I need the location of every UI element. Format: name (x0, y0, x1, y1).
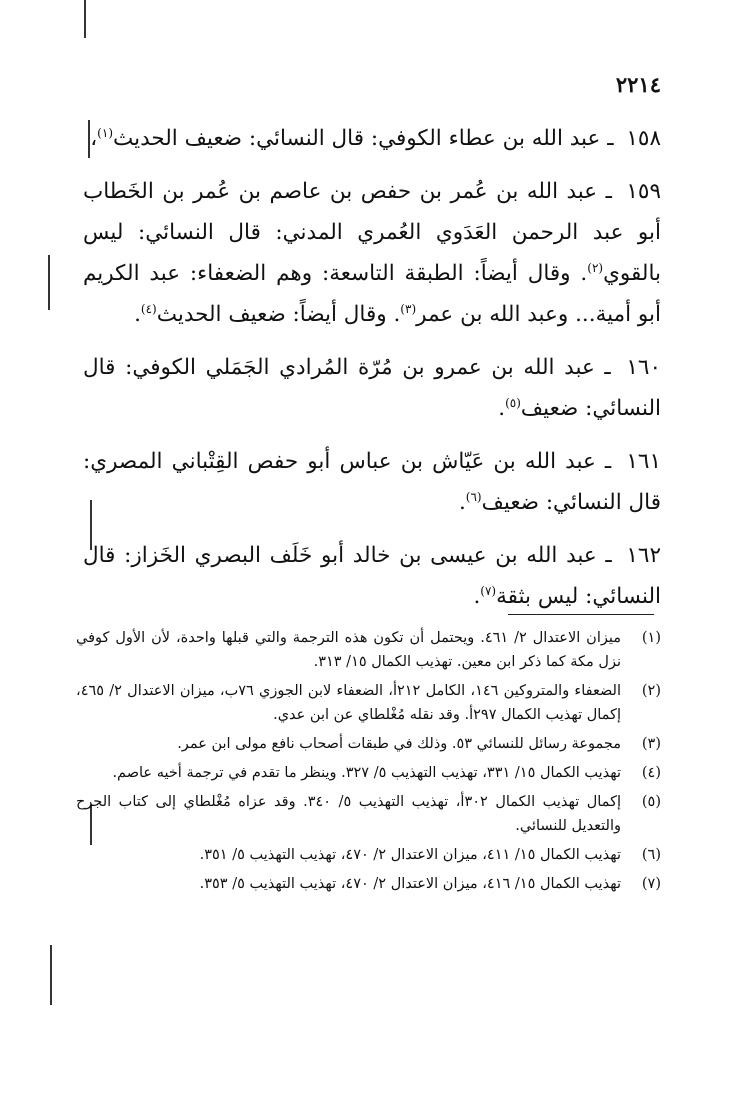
footnote-number: (٥) (641, 794, 661, 810)
footnote-ref[interactable]: (٢) (587, 260, 604, 275)
entry-tail: ، (90, 126, 98, 151)
footnote-text: مجموعة رسائل للنسائي ٥٣. وذلك في طبقات أصحاب نافع مولى ابن عمر. (177, 736, 621, 752)
footnote-item (76, 626, 661, 674)
footnotes (76, 626, 661, 901)
footnote-ref[interactable]: (٤) (140, 301, 157, 316)
entry-158: ١٥٨ ـ عبد الله بن عطاء الكوفي: قال النسائي: ضعيف الحديث$^{(١)}$، (90, 125, 661, 151)
scan-line (48, 255, 50, 310)
footnote-ref[interactable]: (٥) (505, 395, 521, 410)
entry-text: عبد الله بن عَيّاش بن عباس أبو حفص القِتْباني المصري: قال النسائي: ضعيف (83, 449, 661, 515)
entry-162: ١٦٢ ـ عبد الله بن عيسى بن خالد أبو خَلَف البصري الخَزاز: قال النسائي: ليس بثقة$^{(٧)}$. (83, 543, 661, 609)
entry-text: عبد الله بن عيسى بن خالد أبو خَلَف البصري الخَزاز: قال النسائي: ليس بثقة (83, 543, 661, 609)
footnote-number: (٤) (641, 765, 661, 781)
footnote-text: الضعفاء والمتروكين ١٤٦، الكامل ٢١٢أ، الضعفاء لابن الجوزي ٧٦ب، ميزان الاعتدال ٢/ ٤٦٥، إكمال تهذيب الكمال ٢٩٧أ. وقد نقله مُغْلطاي عن ابن عدي. (76, 683, 622, 723)
footnote-item (76, 872, 661, 896)
footnote-text: ميزان الاعتدال ٢/ ٤٦١. ويحتمل أن تكون هذه الترجمة والتي قبلها واحدة، لأن الأول كوفي نزل مكة كما ذكر ابن معين. تهذيب الكمال ١٥/ ٣١٣. (76, 630, 621, 670)
footnote-ref[interactable]: (١) (97, 125, 113, 140)
entry-number: ١٦٠ (626, 355, 662, 380)
entry-tail: . وقال أيضاً: الطبقة التاسعة: وهم الضعفاء: عبد الكريم أبو أمية... وعبد الله بن عمر (83, 261, 661, 327)
footnote-text: تهذيب الكمال ١٥/ ٤١١، ميزان الاعتدال ٢/ ٤٧٠، تهذيب التهذيب ٥/ ٣٥١. (199, 847, 621, 863)
footnote-text: إكمال تهذيب الكمال ٣٠٢أ، تهذيب التهذيب ٥/ ٣٤٠. وقد عزاه مُغْلطاي إلى كتاب الجرح والتعديل للنسائي. (76, 794, 622, 834)
entry-tail: . (458, 490, 466, 515)
scan-line (50, 945, 52, 1005)
entry-text: عبد الله بن عطاء الكوفي: قال النسائي: ضعيف الحديث (113, 126, 601, 151)
entry-number: ١٦٢ (626, 543, 661, 568)
footnote-text: تهذيب الكمال ١٥/ ٤١٦، ميزان الاعتدال ٢/ ٤٧٠، تهذيب التهذيب ٥/ ٣٥٣. (199, 876, 621, 892)
main-text (83, 118, 661, 629)
footnote-ref[interactable]: (٦) (465, 489, 482, 504)
footnote-item (76, 843, 661, 867)
entry-number: ١٥٨ (626, 126, 661, 151)
entry-160: ١٦٠ ـ عبد الله بن عمرو بن مُرّة المُرادي الجَمَلي الكوفي: قال النسائي: ضعيف$^{(٥)}$. (83, 355, 662, 421)
footnote-text: تهذيب الكمال ١٥/ ٣٣١، تهذيب التهذيب ٥/ ٣٢٧. وينظر ما تقدم في ترجمة أخيه عاصم. (112, 765, 621, 781)
entry-tail: . وقال أيضاً: ضعيف الحديث (156, 302, 401, 327)
page-number: ٢٢١٤ (615, 72, 661, 97)
footnote-item (76, 790, 661, 838)
footnote-number: (٢) (641, 683, 661, 699)
footnote-item (76, 679, 661, 727)
footnote-item (76, 761, 661, 785)
footnote-separator (508, 614, 654, 615)
footnote-item (76, 732, 661, 756)
entry-number: ١٦١ (626, 449, 662, 474)
entry-number: ١٥٩ (626, 179, 662, 204)
entry-159: ١٥٩ ـ عبد الله بن عُمر بن حفص بن عاصم بن عُمر بن الخَطاب أبو عبد الرحمن العَدَوي العُمري المدني: قال النسائي: ليس بالقوي$^{(٢)}$. وقال أيضاً: الطبقة التاسعة: وهم الضعفاء: عبد الكريم أبو أمية... وعبد الله بن عمر$^{(٣)}$. وقال أيضاً: ضعيف الحديث$^{(٤)}$. (83, 179, 662, 327)
entry-tail: . (498, 396, 506, 421)
footnote-number: (٣) (641, 736, 661, 752)
footnote-ref[interactable]: (٧) (480, 583, 497, 598)
footnote-ref[interactable]: (٣) (400, 301, 417, 316)
entry-text: عبد الله بن عمرو بن مُرّة المُرادي الجَمَلي الكوفي: قال النسائي: ضعيف (83, 355, 661, 421)
scan-line (84, 0, 86, 38)
footnote-number: (١) (641, 630, 661, 646)
entry-text: عبد الله بن عُمر بن حفص بن عاصم بن عُمر بن الخَطاب أبو عبد الرحمن العَدَوي العُمري المدني: قال النسائي: ليس بالقوي (83, 179, 661, 286)
footnote-number: (٧) (641, 876, 661, 892)
entry-tail: . (473, 584, 481, 609)
footnote-number: (٦) (641, 847, 661, 863)
entry-161: ١٦١ ـ عبد الله بن عَيّاش بن عباس أبو حفص القِتْباني المصري: قال النسائي: ضعيف$^{(٦)}$. (83, 449, 662, 515)
entry-tail: . (134, 302, 141, 327)
